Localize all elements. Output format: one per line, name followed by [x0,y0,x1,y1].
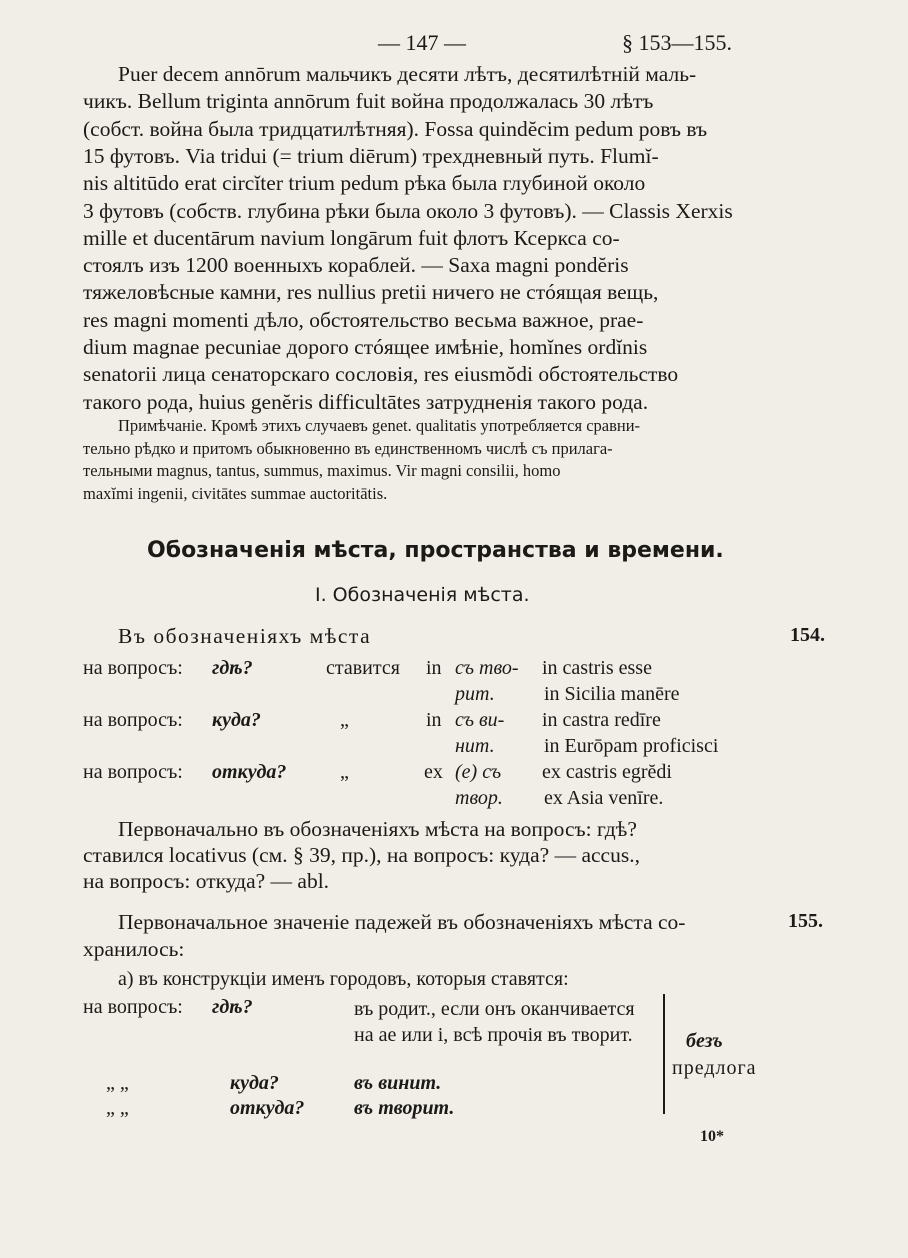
para-155-line2: хранилось: [83,937,185,961]
body-line: res magni momenti дѣло, обстоятельство весьма важное, prae- [83,307,644,332]
table-question-word: гдѣ? [212,657,253,679]
body-line: чикъ. Bellum triginta annōrum fuit война продолжалась 30 лѣтъ [83,89,654,114]
body-line: 3 футовъ (собств. глубина рѣки была около 3 футовъ). — Classis Xerxis [83,198,733,223]
original-cases-line: ставился locativus (см. § 39, пр.), на вопросъ: куда? — accus., [83,843,640,867]
note-line: тельно рѣдко и притомъ обыкновенно въ единственномъ числѣ съ прилага- [83,438,613,458]
table-example: in castris esse [542,657,652,679]
note-line: Примѣчаніе. Кромѣ этихъ случаевъ genet. qualitatis употребляется сравни- [118,416,641,435]
table-example: in Eurōpam proficisci [544,735,719,757]
table-question: на вопросъ: [83,657,183,679]
para-155-line1: Первоначальное значеніе падежей въ обозначеніяхъ мѣста со- [118,910,686,934]
table-example: ex castris egrĕdi [542,761,672,783]
margin-number-155: 155. [788,910,823,932]
body-line: Puer decem annōrum мальчикъ десяти лѣтъ, десятилѣтній маль- [118,62,697,86]
table-case: рит. [455,683,495,705]
section-title: Обозначенія мѣста, пространства и времени. [147,538,724,563]
table-verb: ставится [326,657,400,679]
bracket-label-without: безъ [686,1030,723,1052]
table-case: нит. [455,735,495,757]
table-question: на вопросъ: [83,761,183,783]
table-example: ex Asia venīre. [544,787,664,809]
table-preposition: in [426,657,442,679]
body-line: стоялъ изъ 1200 военныхъ кораблей. — Saxa magni pondĕris [83,253,629,278]
table-case: съ тво- [455,657,519,679]
body-line: dium magnae pecuniae дорого стóящее имѣніе, homĭnes ordĭnis [83,335,648,359]
table-preposition: in [426,709,442,731]
city-bracket-line [663,994,665,1114]
table-case: твор. [455,787,503,809]
body-line: тяжеловѣсные камни, res nullius pretii ничего не стóящая вещь, [83,280,659,305]
body-line: senatorii лица сенаторскаго сословія, res eiusmŏdi обстоятельство [83,362,679,387]
table-question-word: куда? [212,709,261,731]
bracket-label-preposition: предлога [672,1057,757,1079]
city-row-to-text: въ винит. [354,1072,442,1094]
table-question: на вопросъ: [83,709,183,731]
table-question-word: откуда? [212,761,287,783]
body-line: такого рода, huius genĕris difficultātes затрудненія такого рода. [83,389,649,414]
table-case: съ ви- [455,709,505,731]
body-line: 15 футовъ. Via tridui (= trium diērum) трехдневный путь. Flumĭ- [83,143,659,168]
body-line: mille et ducentārum navium longārum fuit флотъ Ксеркса со- [83,225,620,250]
table-example: in Sicilia manēre [544,683,680,705]
note-line: maxĭmi ingenii, civitātes summae auctoritātis. [83,483,388,503]
city-intro: a) въ конструкціи именъ городовъ, которыя ставятся: [118,968,569,990]
page-number: — 147 — [378,30,466,55]
section-range: § 153—155. [622,30,732,55]
signature-mark: 10* [700,1128,724,1145]
table-preposition: ex [424,761,443,783]
city-row-to-word: куда? [230,1072,279,1094]
city-where-text: въ родит., если онъ оканчивается на ae или i, всѣ прочія въ творит. [354,998,635,1046]
city-row-where-text [354,996,654,1048]
body-line: (собст. война была тридцатилѣтняя). Fossa quindĕcim pedum ровъ въ [83,116,708,141]
note-line: тельными magnus, tantus, summus, maximus. Vir magni consilii, homo [83,461,561,480]
original-cases-line: на вопросъ: откуда? — abl. [83,869,330,893]
table-example: in castra redīre [542,709,661,731]
table-verb: „ [340,709,349,731]
original-cases-line: Первоначально въ обозначеніяхъ мѣста на вопросъ: гдѣ? [118,817,637,841]
margin-number-154: 154. [790,624,825,646]
subsection-title: I. Обозначенія мѣста. [315,584,530,606]
city-row-where-word: гдѣ? [212,996,253,1018]
body-line: nis altitūdo erat circĭter trium pedum рѣка была глубиной около [83,171,646,196]
city-row-to-q: „ „ [106,1072,129,1094]
table-verb: „ [340,761,349,783]
city-row-where-q: на вопросъ: [83,996,183,1018]
city-row-from-q: „ „ [106,1097,129,1119]
city-row-from-text: въ творит. [354,1097,455,1119]
para-154-lead: Въ обозначеніяхъ мѣста [118,624,372,648]
city-row-from-word: откуда? [230,1097,305,1119]
table-case: (e) съ [455,761,502,783]
